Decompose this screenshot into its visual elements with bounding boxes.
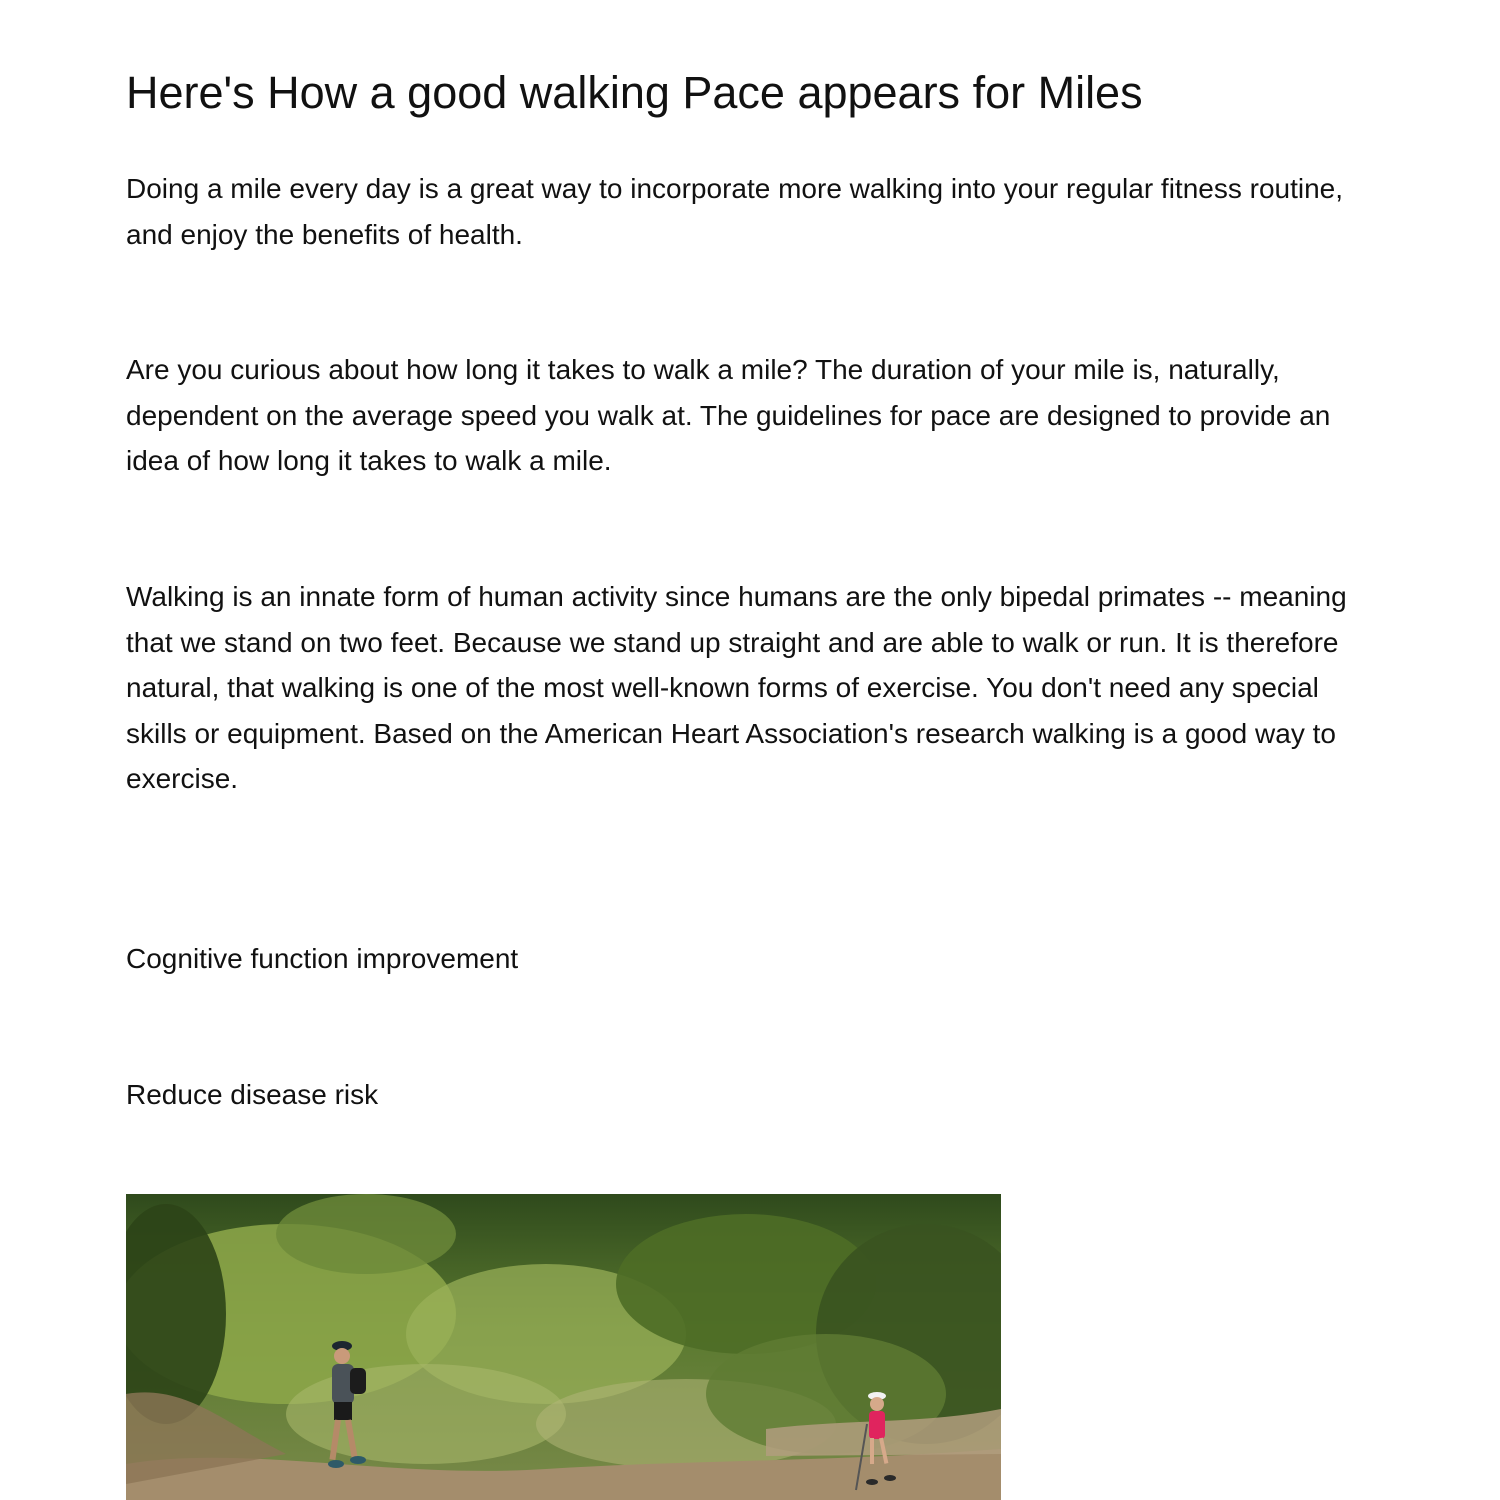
- page-title: Here's How a good walking Pace appears for Miles: [126, 67, 1143, 118]
- shrub: [276, 1194, 456, 1274]
- benefit-item: Cognitive function improvement: [126, 943, 519, 974]
- pace-paragraph: Are you curious about how long it takes to walk a mile? The duration of your mile is, naturally, dependent on the average speed you walk at. The guidelines for pace are designed to provide an idea of how long it takes to walk a mile.: [126, 354, 1331, 476]
- hikers-photo-illustration: [126, 1194, 1001, 1500]
- hikers-photo: [126, 1194, 1001, 1500]
- intro-paragraph: Doing a mile every day is a great way to incorporate more walking into your regular fitness routine, and enjoy the benefits of health.: [126, 173, 1344, 250]
- benefit-item: Reduce disease risk: [126, 1079, 379, 1110]
- grass-patch: [286, 1364, 566, 1464]
- walking-paragraph: Walking is an innate form of human activity since humans are the only bipedal primates -- meaning that we stand on two feet. Because we stand up straight and are able to walk or run. It is therefore natural, that walking is one of the most well-known forms of exercise. You don't need any special skills or equipment. Based on the American Heart Association's research walking is a good way to exercise.: [126, 581, 1347, 794]
